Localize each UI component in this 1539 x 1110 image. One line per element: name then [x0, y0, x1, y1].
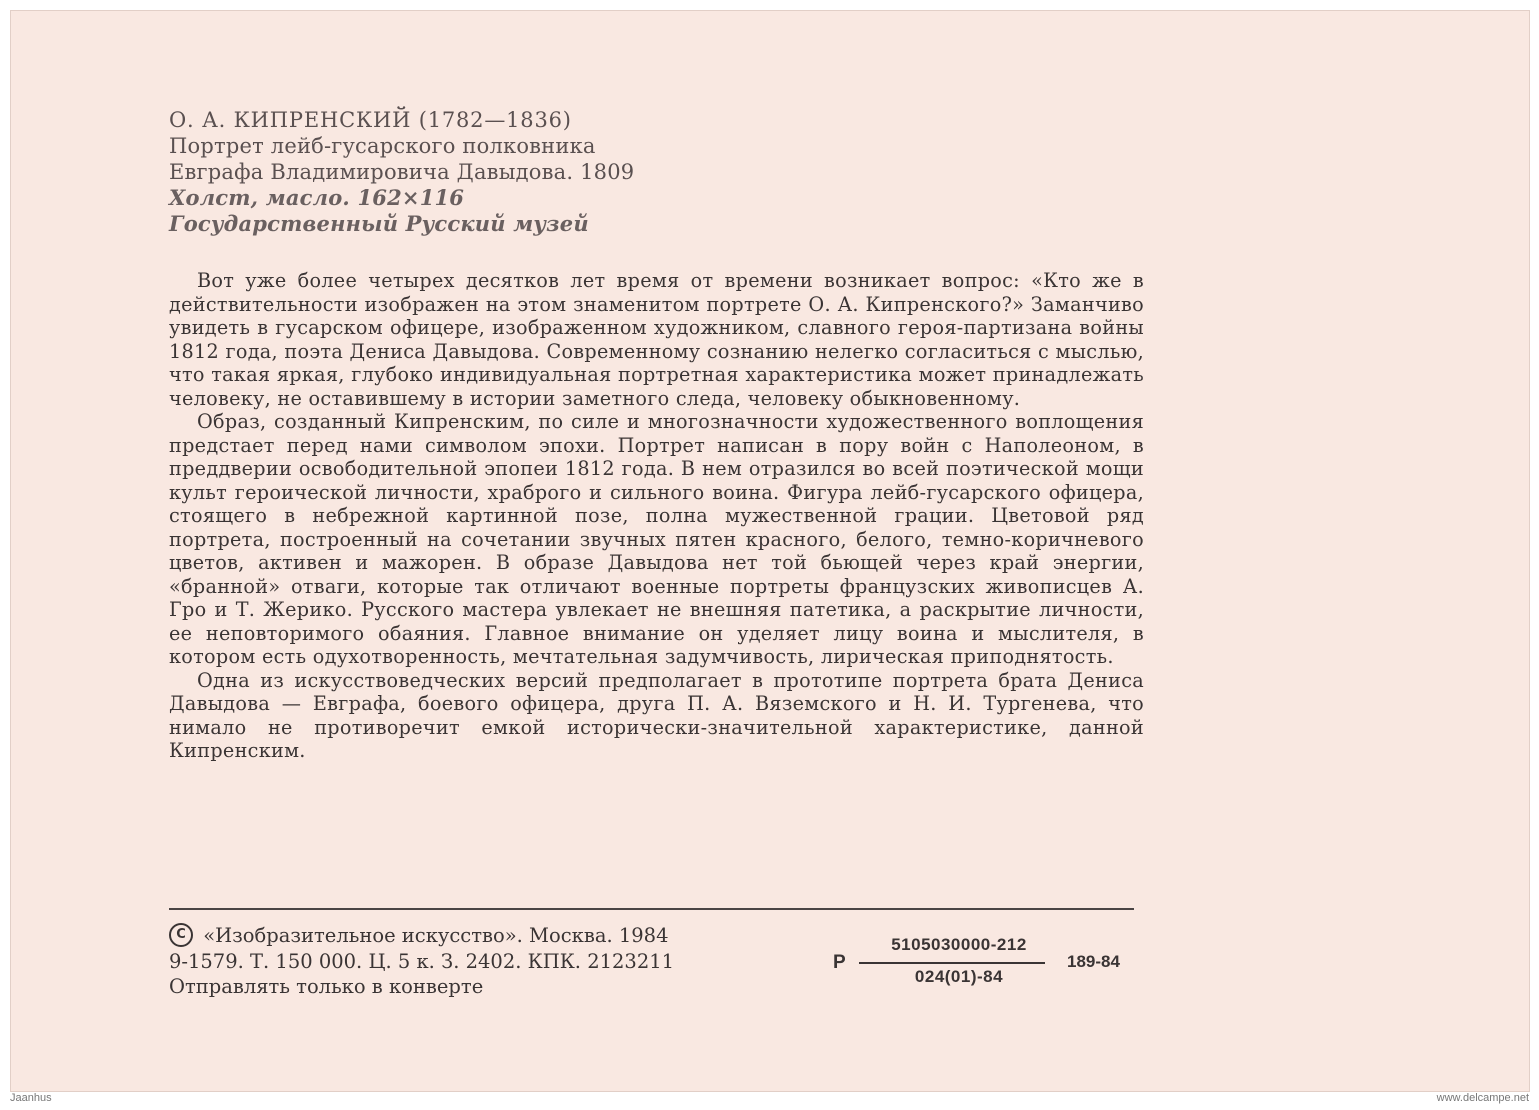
mailing-note: Отправлять только в конверте	[169, 974, 484, 998]
copyright-icon: C	[169, 923, 193, 947]
author-line: О. А. КИПРЕНСКИЙ (1782—1836)	[169, 108, 572, 132]
index-prefix: Р	[833, 952, 846, 973]
publisher-info	[169, 923, 674, 999]
index-suffix: 189-84	[1067, 952, 1120, 971]
watermark-right: www.delcampe.net	[1436, 1092, 1529, 1104]
footer-divider	[169, 908, 1134, 910]
index-fraction-bar	[859, 962, 1045, 964]
publisher-line	[169, 923, 674, 949]
index-denominator: 024(01)-84	[914, 967, 1004, 986]
postcard-back	[10, 10, 1530, 1092]
paragraph-1: Вот уже более четырех десятков лет время от времени возникает вопрос: «Кто же в действительности изображен на этом знаменитом портрете О. А. Кипренского?» Заманчиво увидеть в гусарском офицере, изображенном художником, славного героя-партизана войны 1812 года, поэта Дениса Давыдова. Современному сознанию нелегко согласиться с мыслью, что такая яркая, глубоко индивидуальная портретная характеристика может принадлежать человеку, не оставившему в истории заметного следа, человеку обыкновенному.	[169, 269, 1144, 410]
index-numerator: 5105030000-212	[891, 935, 1027, 954]
medium-line: Холст, масло. 162×116	[169, 185, 465, 210]
paragraph-3: Одна из искусствоведческих версий предполагает в прототипе портрета брата Дениса Давыдова — Евграфа, боевого офицера, друга П. А. Вяземского и Н. И. Тургенева, что нимало не противоречит емкой исторически-значительной характеристике, данной Кипренским.	[169, 668, 1144, 762]
paragraph-2: Образ, созданный Кипренским, по силе и многозначности художественного воплощения предстает перед нами символом эпохи. Портрет написан в пору войн с Наполеоном, в преддверии освободительной эпопеи 1812 года. В нем отразился во всей поэтической мощи культ героической личности, храброго и сильного воина. Фигура лейб-гусарского офицера, стоящего в небрежной картинной позе, полна мужественной грации. Цветовой ряд портрета, построенный на сочетании звучных пятен красного, белого, темно-коричневого цветов, активен и мажорен. В образе Давыдова нет той бьющей через край энергии, «бранной» отваги, которые так отличают военные портреты французских живописцев А. Гро и Т. Жерико. Русского мастера увлекает не внешняя патетика, а раскрытие личности, ее неповторимого обаяния. Главное внимание он уделяет лицу воина и мыслителя, в котором есть одухотворенность, мечтательная задумчивость, лирическая приподнятость.	[169, 410, 1144, 668]
publisher-name: «Изобразительное искусство». Москва. 1984	[203, 924, 669, 947]
watermark-left: Jaanhus	[10, 1092, 52, 1104]
publication-index	[833, 935, 1153, 1001]
museum-line: Государственный Русский музей	[169, 211, 589, 236]
title-line-1: Портрет лейб-гусарского полковника	[169, 134, 596, 158]
print-info-line: 9-1579. Т. 150 000. Ц. 5 к. З. 2402. КПК. 2123211	[169, 949, 675, 973]
title-line-2: Евграфа Владимировича Давыдова. 1809	[169, 160, 635, 184]
description-text	[169, 269, 1144, 763]
artwork-caption	[169, 107, 634, 237]
